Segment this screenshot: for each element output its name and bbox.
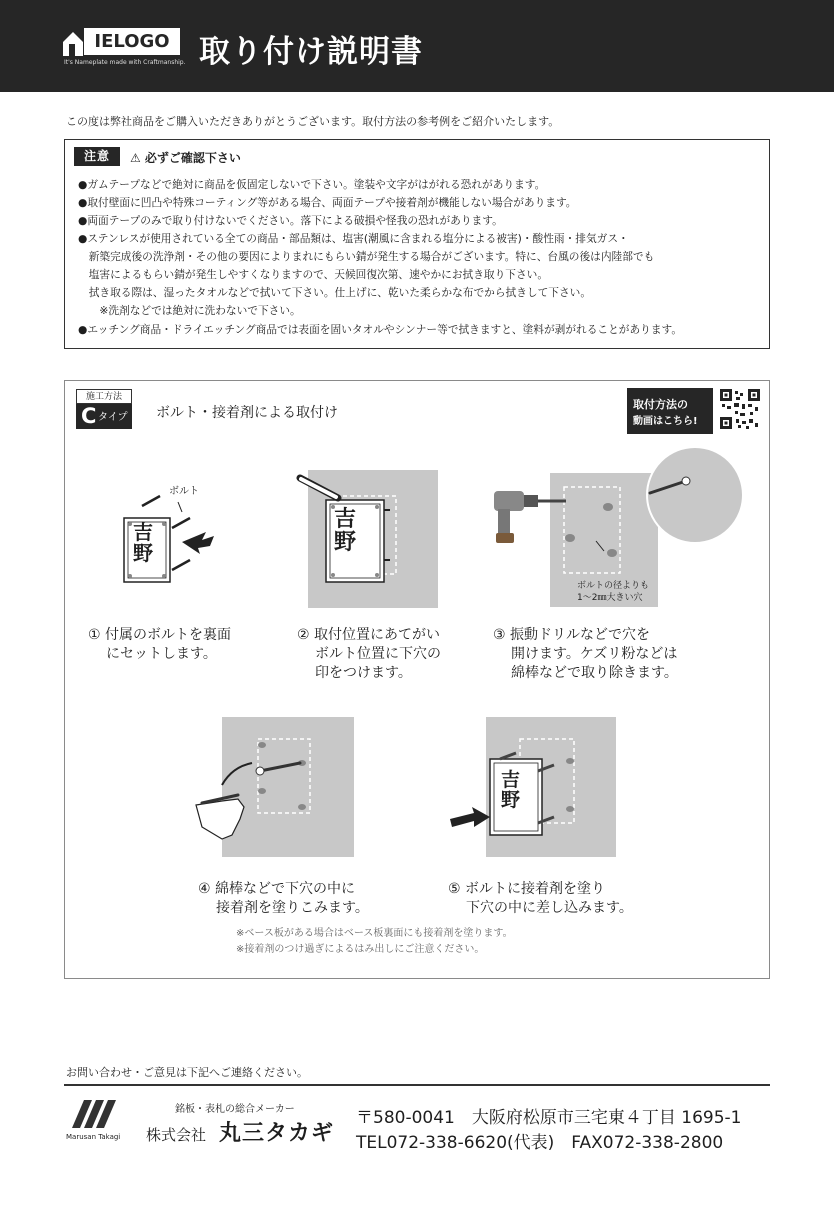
company-subtitle: 銘板・表札の総合メーカー: [175, 1104, 295, 1115]
method-label: 施工方法: [76, 389, 132, 404]
step-5-text: [448, 880, 633, 918]
method-type-badge: [76, 404, 132, 429]
caution-line: 塩害によるもらい錆が発生しやすくなりますので、天候回復次第、速やかにお拭き取り下さい。: [78, 268, 549, 281]
maker-logo-icon: [70, 1098, 120, 1130]
step-2-line: 印をつけます。: [315, 665, 412, 681]
caution-label: 注意: [74, 147, 120, 166]
detail-zoom: [647, 447, 743, 543]
method-type-suffix: タイプ: [98, 412, 128, 423]
document-title: 取り付け説明書: [199, 34, 423, 70]
qr-code-icon[interactable]: [720, 389, 760, 429]
logo-text: IELOGO: [84, 28, 180, 55]
company-name: 丸三タカギ: [219, 1121, 335, 1146]
drill-icon: [494, 491, 524, 511]
step4-illustration: [192, 715, 358, 860]
step-3-line: ③ 振動ドリルなどで穴を: [493, 627, 651, 643]
step-1-line: にセットします。: [106, 646, 217, 662]
caution-line: ●ステンレスが使用されている全ての商品・部品類は、塩害(潮風に含まれる塩分による被害)・酸性雨・排気ガス・: [78, 232, 629, 245]
wall: [222, 717, 354, 857]
step-5-line: ⑤ ボルトに接着剤を塗り: [448, 881, 606, 897]
note-line: ※接着剤のつけ過ぎによるはみ出しにご注意ください。: [236, 944, 485, 955]
divider: [64, 1084, 770, 1086]
video-text-2: 動画はこちら!: [633, 416, 698, 427]
company-phone: TEL072-338-6620(代表) FAX072-338-2800: [356, 1133, 724, 1153]
step-3-text: [493, 626, 678, 683]
company-prefix: 株式会社: [146, 1126, 207, 1144]
bolt-mark: [172, 518, 190, 528]
step-4-line: ④ 綿棒などで下穴の中に: [198, 881, 356, 897]
caution-line: ●エッチング商品・ドライエッチング商品では表面を固いタオルやシンナー等で拭きますと、塗料が剥がれることがあります。: [78, 323, 683, 336]
hole-note: [577, 580, 649, 604]
method-title: ボルト・接着剤による取付け: [156, 405, 338, 421]
bolt-mark: [142, 496, 160, 506]
step5-illustration: [446, 715, 618, 860]
video-text-1: 取付方法の: [633, 398, 688, 411]
caution-subtitle: ⚠ 必ずご確認下さい: [130, 151, 241, 165]
hole-note-2: 1〜2㎜大きい穴: [577, 593, 643, 603]
caution-line: 新築完成後の洗浄剤・その他の要因によりまれにもらい錆が発生する場合がございます。特に、台風の後は内陸部でも: [78, 250, 655, 263]
contact-text: お問い合わせ・ご意見は下記へご連絡ください。: [66, 1066, 308, 1079]
step-4-text: [198, 880, 369, 918]
step-2-text: [297, 626, 441, 683]
arrow-icon: [182, 532, 214, 554]
step-1-text: [88, 626, 231, 664]
bolt-label: ボルト: [169, 486, 199, 497]
caution-line: 拭き取る際は、湿ったタオルなどで拭いて下さい。仕上げに、乾いた柔らかな布でから拭きして下さい。: [78, 286, 592, 299]
step-1-line: ① 付属のボルトを裏面: [88, 627, 232, 643]
nameplate-text: 吉野: [133, 520, 153, 565]
nameplate-text: 吉野: [334, 506, 357, 555]
video-badge[interactable]: [627, 388, 713, 434]
caution-line: ※洗剤などでは絶対に洗わないで下さい。: [78, 304, 301, 317]
bolt-mark: [172, 560, 190, 570]
caution-line: ●両面テープのみで取り付けないでください。落下による破損や怪我の恐れがあります。: [78, 214, 503, 227]
maker-name: Marusan Takagi: [66, 1133, 121, 1141]
intro-text: この度は弊社商品をご購入いただきありがとうございます。取付方法の参考例をご紹介いたします。: [66, 115, 560, 128]
note-line: ※ベース板がある場合はベース板裏面にも接着剤を塗ります。: [236, 928, 513, 939]
step-3-line: 綿棒などで取り除きます。: [511, 665, 678, 681]
nameplate-text: 吉野: [501, 769, 521, 811]
step-4-line: 接着剤を塗りこみます。: [216, 900, 369, 916]
step-2-line: ② 取付位置にあてがい: [297, 627, 441, 643]
hole-note-1: ボルトの径よりも: [577, 581, 650, 591]
company-address: 〒580-0041 大阪府松原市三宅東４丁目 1695-1: [356, 1108, 742, 1128]
step-3-line: 開けます。ケズリ粉などは: [511, 646, 678, 662]
step-5-line: 下穴の中に差し込みます。: [466, 900, 633, 916]
step2-illustration: [296, 470, 441, 610]
caution-line: ●取付壁面に凹凸や特殊コーティング等がある場合、両面テープや接着剤が機能しない場合があります。: [78, 196, 577, 209]
method-type-letter: C: [81, 404, 97, 428]
logo-tagline: It's Nameplate made with Craftmanship.: [64, 59, 186, 66]
step-2-line: ボルト位置に下穴の: [315, 646, 441, 662]
caution-line: ●ガムテープなどで絶対に商品を仮固定しないで下さい。塗装や文字がはがれる恐れがあります。: [78, 178, 546, 191]
arrow-icon: [450, 807, 490, 827]
